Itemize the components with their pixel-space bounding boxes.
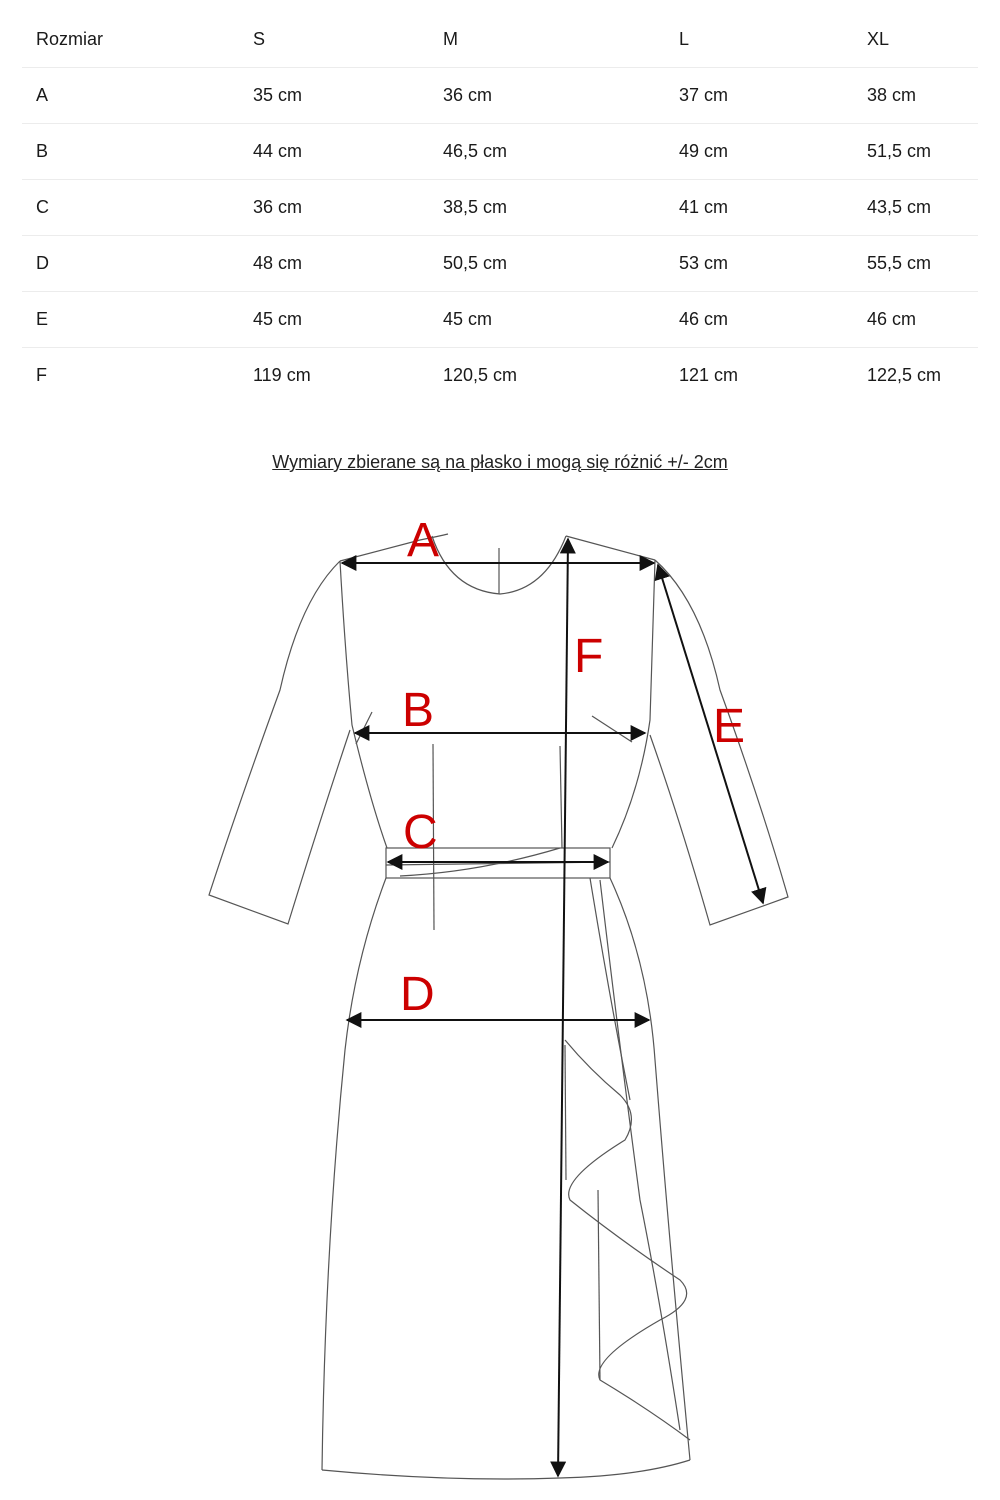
skirt-hem xyxy=(322,1460,690,1479)
cell-value: 122,5 cm xyxy=(867,365,942,385)
label-c: C xyxy=(403,806,438,859)
cell-value: 51,5 cm xyxy=(853,124,978,180)
bodice-right xyxy=(612,560,655,848)
header-m: M xyxy=(429,12,665,68)
arrow-f xyxy=(558,539,568,1476)
cell-value: 35 cm xyxy=(239,68,429,124)
cell-value: 43,5 cm xyxy=(853,180,978,236)
label-b: B xyxy=(402,684,435,737)
cell-value: 45 cm xyxy=(239,292,429,348)
cell-value: 45 cm xyxy=(429,292,665,348)
arrow-e xyxy=(658,565,763,903)
measurement-note-text: Wymiary zbierane są na płasko i mogą się różnić +/- 2cm xyxy=(272,452,728,472)
row-label: F xyxy=(36,365,47,385)
cell-value: 38 cm xyxy=(853,68,978,124)
dart xyxy=(560,746,562,848)
header-l: L xyxy=(665,12,853,68)
label-a: A xyxy=(407,514,440,567)
dress-outline xyxy=(209,534,788,1479)
cell-value: 46,5 cm xyxy=(429,124,665,180)
shoulder-line-right xyxy=(566,536,655,560)
row-label: D xyxy=(22,236,239,292)
cell-value: 44 cm xyxy=(239,124,429,180)
skirt-left xyxy=(322,878,386,1470)
cell-value: 46 cm xyxy=(665,292,853,348)
drape-fold xyxy=(598,1190,600,1380)
skirt-right xyxy=(610,878,690,1460)
row-label: C xyxy=(22,180,239,236)
cell-value: 49 cm xyxy=(665,124,853,180)
left-sleeve xyxy=(209,561,350,924)
dart xyxy=(592,716,632,742)
cell-value: 53 cm xyxy=(665,236,853,292)
cell-value: 48 cm xyxy=(239,236,429,292)
cell-value: 36 cm xyxy=(239,180,429,236)
cell-value: 121 cm xyxy=(679,365,739,385)
cell-value: 37 cm xyxy=(665,68,853,124)
drape-fold xyxy=(565,1045,566,1180)
cell-value: 119 cm xyxy=(253,365,311,385)
label-d: D xyxy=(400,968,435,1021)
cell-value: 46 cm xyxy=(853,292,978,348)
header-s: S xyxy=(239,12,429,68)
label-f: F xyxy=(574,630,604,683)
cell-value: 36 cm xyxy=(429,68,665,124)
row-label: B xyxy=(22,124,239,180)
cell-value: 50,5 cm xyxy=(429,236,665,292)
cell-value: 120,5 cm xyxy=(443,365,518,385)
cell-value: 38,5 cm xyxy=(429,180,665,236)
cell-value: 55,5 cm xyxy=(853,236,978,292)
cell-value: 41 cm xyxy=(665,180,853,236)
row-label: E xyxy=(22,292,239,348)
dart xyxy=(356,712,372,744)
bodice-left xyxy=(340,561,387,848)
header-xl: XL xyxy=(853,12,978,68)
header-size: Rozmiar xyxy=(22,12,239,68)
label-e: E xyxy=(713,700,746,753)
row-label: A xyxy=(22,68,239,124)
